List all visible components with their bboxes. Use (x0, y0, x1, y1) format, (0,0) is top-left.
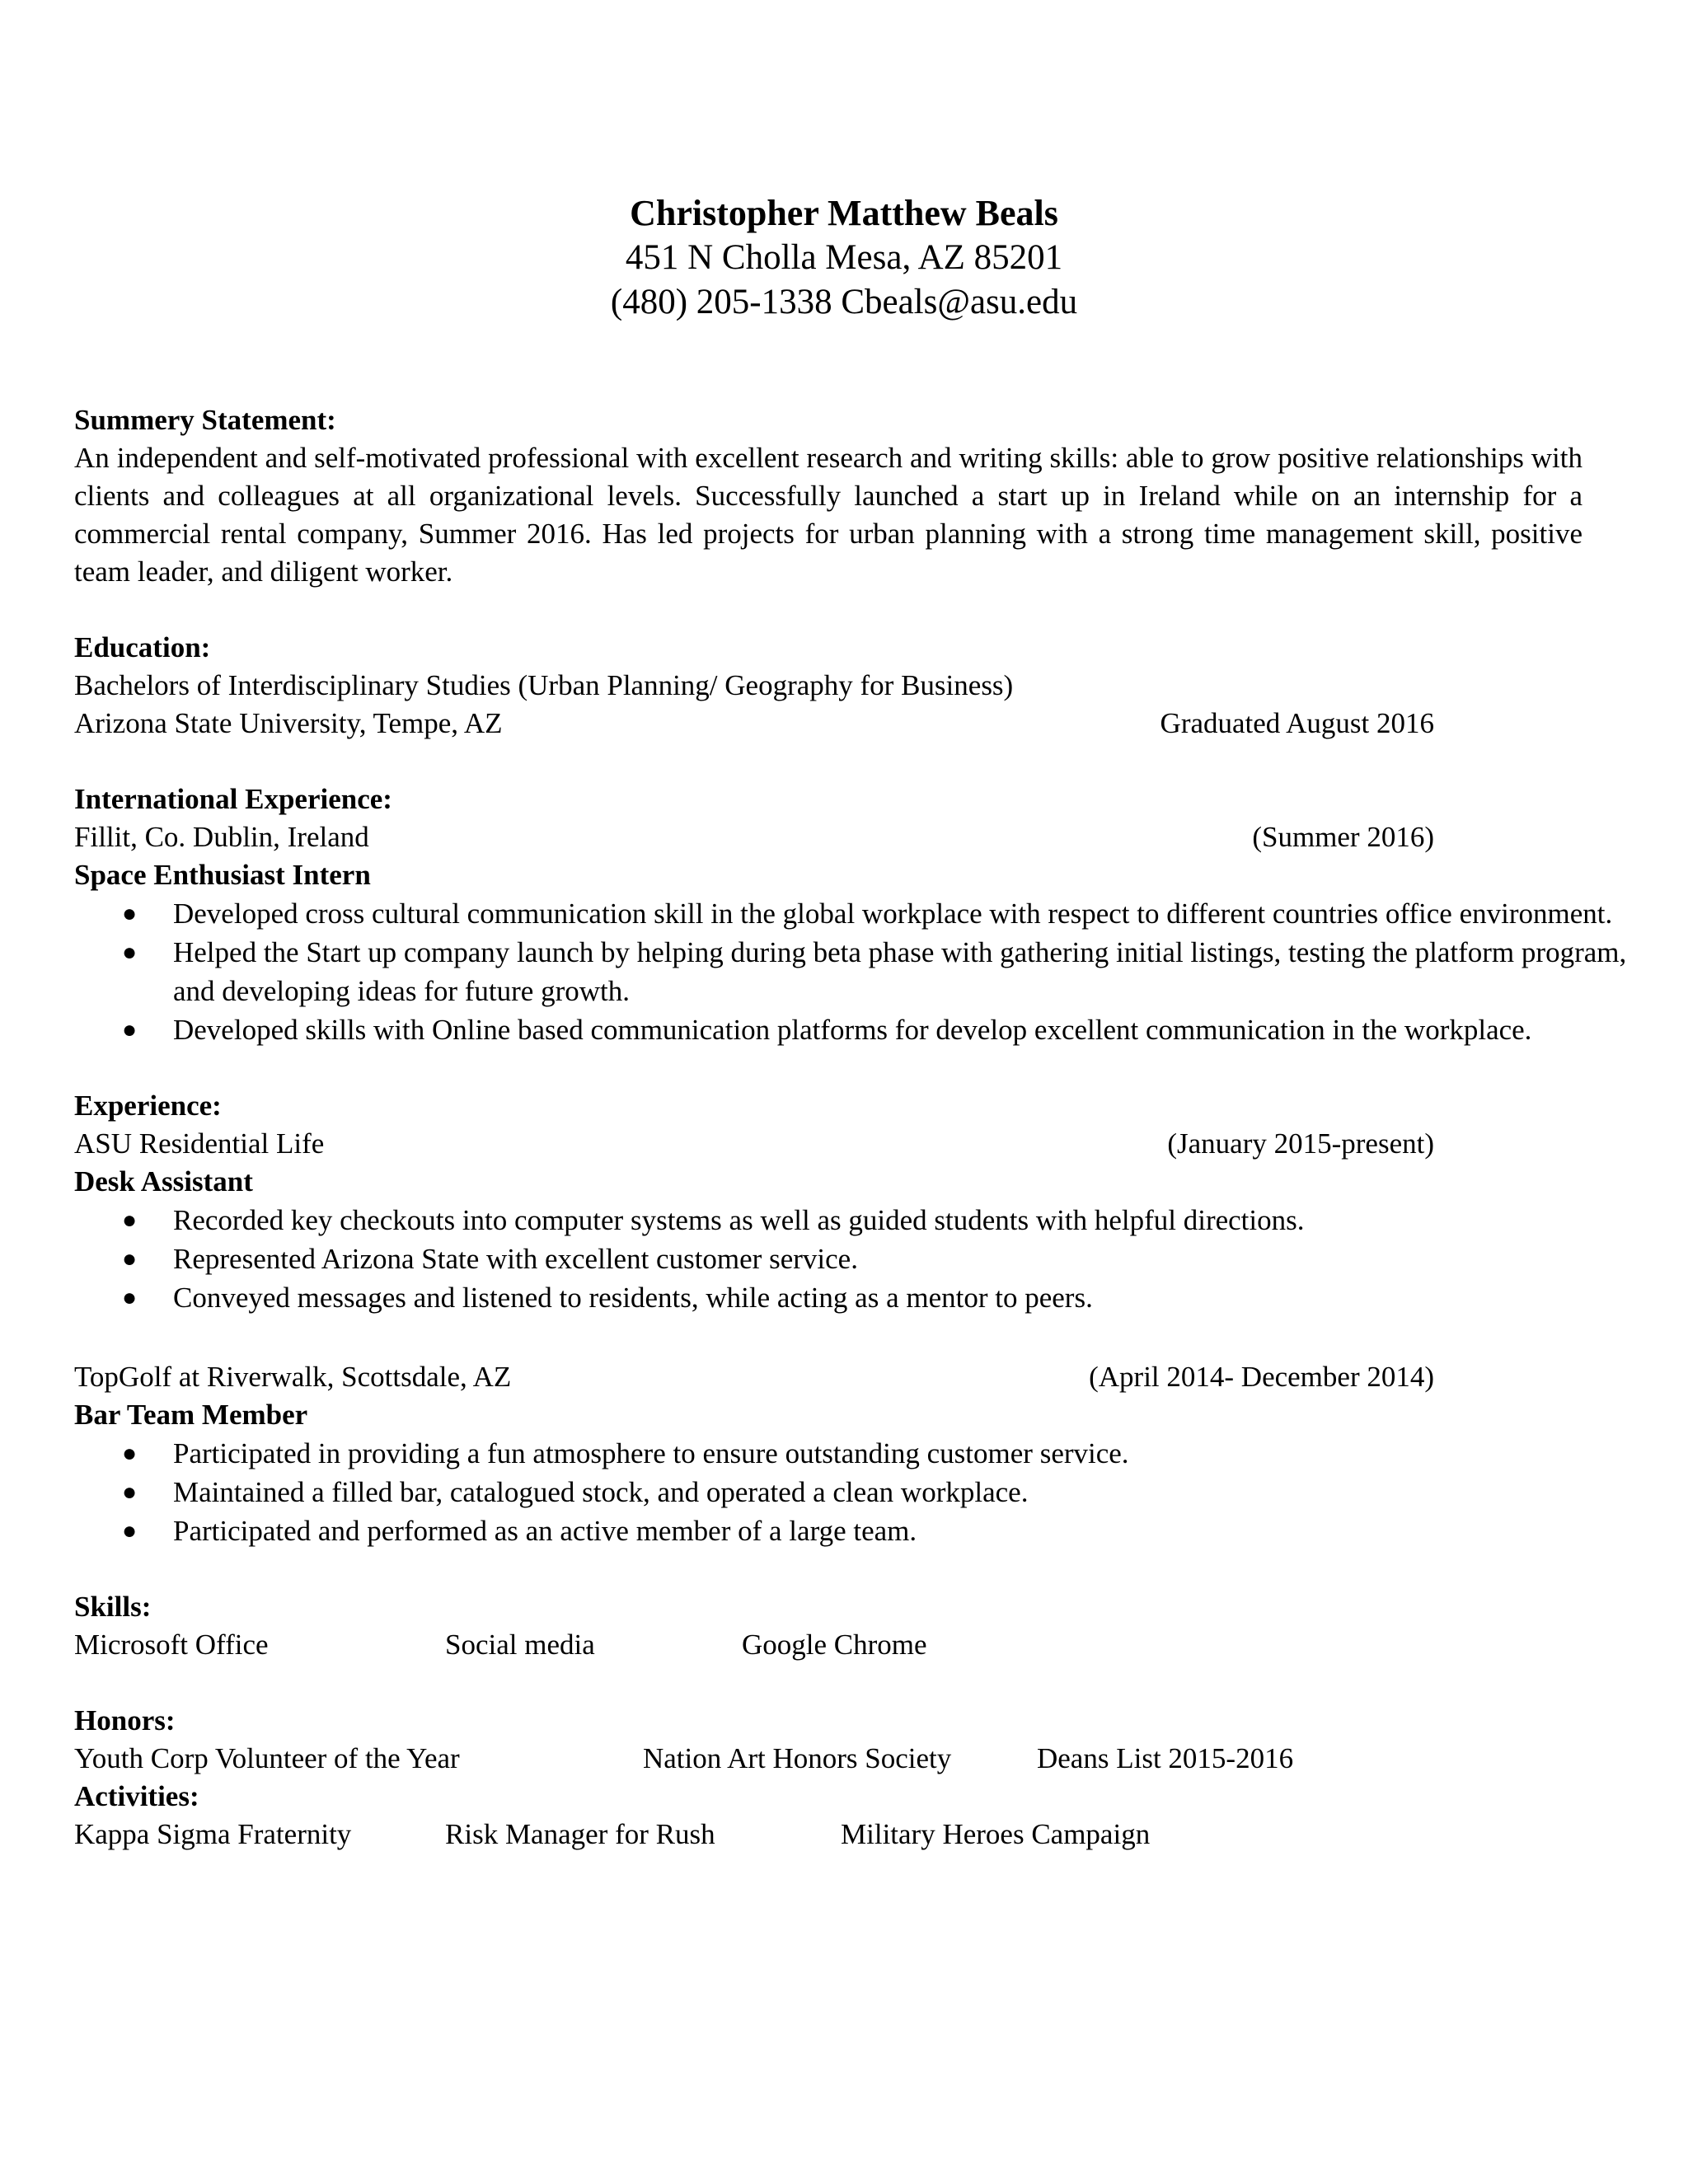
bullet-icon: ● (122, 900, 138, 927)
activities-heading: Activities: (74, 1780, 199, 1812)
bullet-icon: ● (122, 1207, 138, 1234)
list-item: ● Participated and performed as an active member of a large team. (74, 1511, 1648, 1550)
skill-item: Google Chrome (742, 1629, 927, 1661)
list-item: ● Maintained a filled bar, catalogued stock, and operated a clean workplace. (74, 1473, 1648, 1511)
job-role: Desk Assistant (74, 1165, 253, 1197)
address-line: 451 N Cholla Mesa, AZ 85201 (625, 238, 1063, 277)
honor-item: Youth Corp Volunteer of the Year (74, 1742, 460, 1774)
list-item: ● Participated in providing a fun atmosphere to ensure outstanding customer service. (74, 1434, 1648, 1473)
job-date: (January 2015-present) (1167, 1127, 1434, 1160)
activity-item: Kappa Sigma Fraternity (74, 1818, 352, 1850)
skills-heading: Skills: (74, 1591, 152, 1623)
list-item: ● Represented Arizona State with excellent customer service. (74, 1240, 1648, 1278)
bullet-icon: ● (122, 1479, 138, 1506)
bullet-icon: ● (122, 1284, 138, 1311)
activities-row (74, 1816, 1615, 1854)
honor-item: Deans List 2015-2016 (1037, 1742, 1294, 1774)
skill-item: Social media (445, 1629, 595, 1661)
skills-row (74, 1626, 1615, 1664)
international-heading: International Experience: (74, 783, 392, 815)
honor-item: Nation Art Honors Society (643, 1742, 952, 1774)
international-date: (Summer 2016) (1252, 821, 1434, 853)
activity-item: Military Heroes Campaign (841, 1818, 1151, 1850)
job-row (74, 1125, 1434, 1163)
summary-text: An independent and self-motivated professional with excellent research and writing skills: able to grow positive relationships with clients and colleagues at all organizational levels. Successfully launched a start up in Ireland while on an internship for a commercial rental company, Summer 2016. Has led projects for urban planning with a strong time management skill, positive team leader, and diligent worker. (74, 442, 1582, 588)
resume-header (0, 191, 1688, 325)
international-org: Fillit, Co. Dublin, Ireland (74, 821, 369, 853)
job-org: TopGolf at Riverwalk, Scottsdale, AZ (74, 1361, 512, 1393)
education-degree: Bachelors of Interdisciplinary Studies (Urban Planning/ Geography for Business) (74, 669, 1014, 701)
summary-heading: Summery Statement: (74, 404, 336, 436)
job-org: ASU Residential Life (74, 1127, 325, 1160)
education-school: Arizona State University, Tempe, AZ (74, 707, 503, 739)
bullet-icon: ● (122, 1440, 138, 1467)
bullet-icon: ● (122, 939, 138, 966)
list-item: ● Conveyed messages and listened to residents, while acting as a mentor to peers. (74, 1278, 1648, 1317)
job-row (74, 1358, 1434, 1396)
job-bullets (74, 1201, 1615, 1317)
honors-heading: Honors: (74, 1704, 176, 1736)
skill-item: Microsoft Office (74, 1629, 269, 1661)
contact-line: (480) 205-1338 Cbeals@asu.edu (610, 283, 1078, 321)
list-item: ● Helped the Start up company launch by helping during beta phase with gathering initial listings, testing the platform program, and developing ideas for future growth. (74, 933, 1648, 1010)
bullet-icon: ● (122, 1245, 138, 1272)
job-bullets (74, 1434, 1615, 1550)
international-bullets (74, 894, 1627, 1049)
job-date: (April 2014- December 2014) (1089, 1361, 1434, 1393)
candidate-name: Christopher Matthew Beals (630, 193, 1058, 233)
list-item: ● Developed cross cultural communication skill in the global workplace with respect to different countries office environment. (74, 894, 1648, 933)
bullet-icon: ● (122, 1517, 138, 1544)
international-role: Space Enthusiast Intern (74, 859, 371, 891)
education-heading: Education: (74, 631, 211, 663)
bullet-icon: ● (122, 1016, 138, 1043)
honors-row (74, 1740, 1615, 1778)
list-item: ● Developed skills with Online based communication platforms for develop excellent communication in the workplace. (74, 1010, 1648, 1049)
international-row (74, 818, 1434, 856)
experience-heading: Experience: (74, 1090, 222, 1122)
education-date: Graduated August 2016 (1160, 707, 1434, 739)
activity-item: Risk Manager for Rush (445, 1818, 715, 1850)
resume-body (74, 401, 1627, 1854)
list-item: ● Recorded key checkouts into computer systems as well as guided students with helpful directions. (74, 1201, 1648, 1240)
job-role: Bar Team Member (74, 1399, 308, 1431)
education-row (74, 705, 1434, 743)
